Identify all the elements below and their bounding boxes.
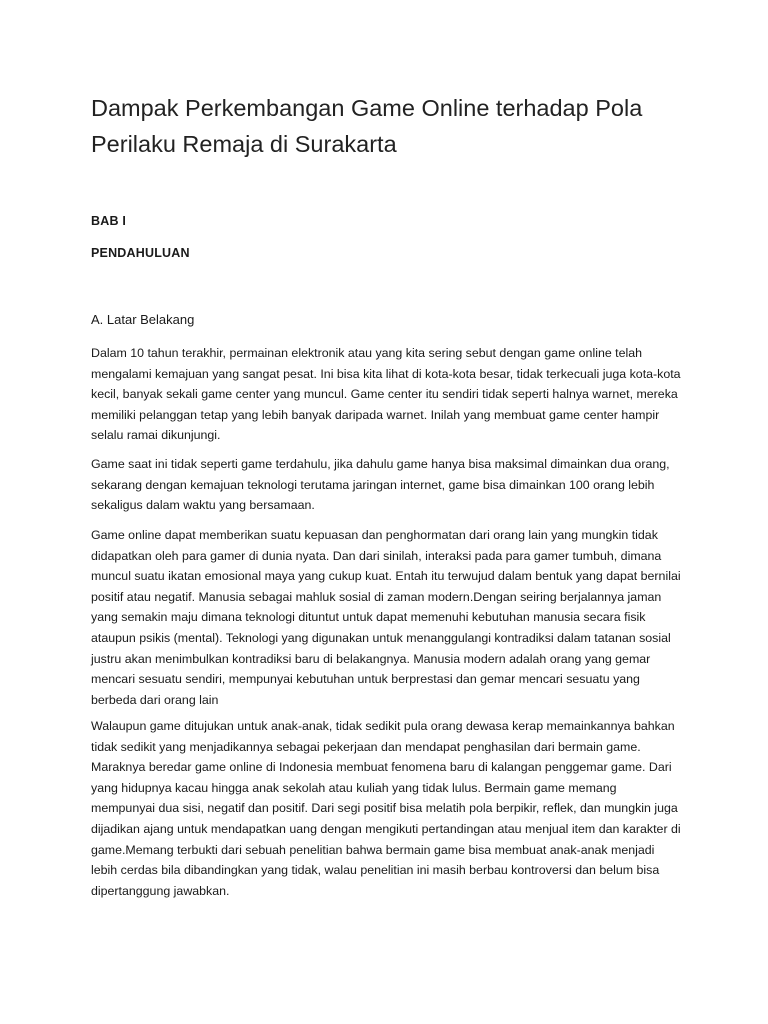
chapter-label: BAB I [91, 214, 127, 228]
section-heading: A. Latar Belakang [91, 312, 195, 327]
paragraph-3: Game online dapat memberikan suatu kepuasan dan penghormatan dari orang lain yang mungkin tidak didapatkan oleh para gamer di dunia nyata. Dan dari sinilah, interaksi pada para gamer tumbuh, dimana muncul suatu ikatan emosional maya yang cukup kuat. Entah itu terwujud dalam bentuk yang dapat bernilai positif atau negatif. Manusia sebagai mahluk sosial di zaman modern.Dengan seiring berjalannya jaman yang semakin maju dimana teknologi dituntut untuk dapat memenuhi kebutuhan manusia secara fisik ataupun psikis (mental). Teknologi yang digunakan untuk menanggulangi kontradiksi dalam tatanan sosial justru akan menimbulkan kontradiksi baru di belakangnya. Manusia modern adalah orang yang gemar mencari sesuatu sendiri, mempunyai kebutuhan untuk berprestasi dan gemar mencari sesuatu yang berbeda dari orang lain [91, 528, 681, 707]
paragraph-1: Dalam 10 tahun terakhir, permainan elektronik atau yang kita sering sebut dengan game online telah mengalami kemajuan yang sangat pesat. Ini bisa kita lihat di kota-kota besar, tidak terkecuali juga kota-kota kecil, banyak sekali game center yang muncul. Game center itu sendiri tidak seperti halnya warnet, mereka memiliki pelanggan tetap yang lebih banyak daripada warnet. Inilah yang membuat game center hampir selalu ramai dikunjungi. [91, 346, 681, 443]
paragraph-2: Game saat ini tidak seperti game terdahulu, jika dahulu game hanya bisa maksimal dimainkan dua orang, sekarang dengan kemajuan teknologi terutama jaringan internet, game bisa dimainkan 100 orang lebih sekaligus dalam waktu yang bersamaan. [91, 457, 670, 513]
document-title: Dampak Perkembangan Game Online terhadap Pola Perilaku Remaja di Surakarta [91, 95, 643, 157]
chapter-title: PENDAHULUAN [91, 246, 190, 260]
paragraph-4: Walaupun game ditujukan untuk anak-anak, tidak sedikit pula orang dewasa kerap memainkannya bahkan tidak sedikit yang menjadikannya sebagai pekerjaan dan mendapat penghasilan dari bermain game. Maraknya beredar game online di Indonesia membuat fenomena baru di kalangan penggemar game. Dari yang hidupnya kacau hingga anak sekolah atau kuliah yang tidak lulus. Bermain game memang mempunyai dua sisi, negatif dan positif. Dari segi positif bisa melatih pola berpikir, reflek, dan mungkin juga dijadikan ajang untuk mendapatkan uang dengan mengikuti pertandingan atau menjual item dan karakter di game.Memang terbukti dari sebuah penelitian bahwa bermain game bisa membuat anak-anak menjadi lebih cerdas bila dibandingkan yang tidak, walau penelitian ini masih berbau kontroversi dan belum bisa dipertanggung jawabkan. [91, 719, 681, 898]
